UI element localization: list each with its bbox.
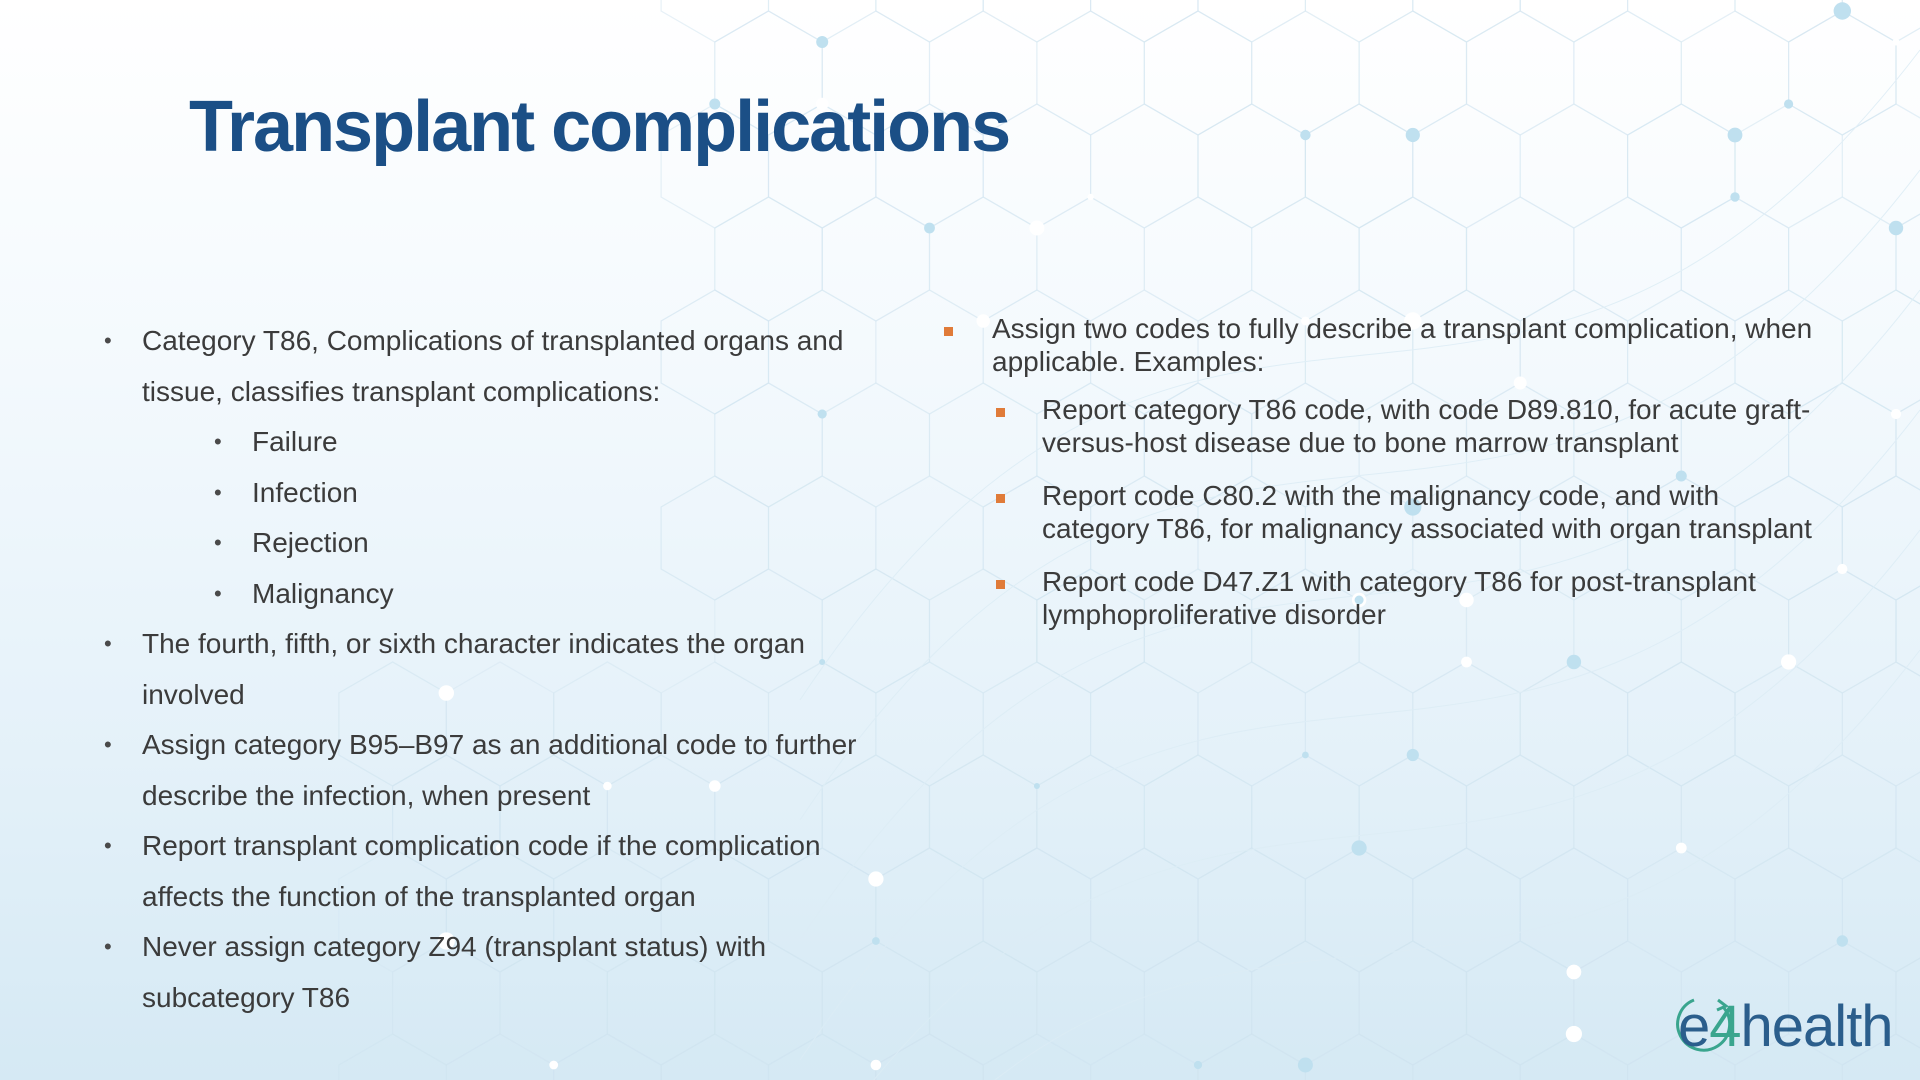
- logo-digit: 4: [1709, 994, 1741, 1059]
- bg-node: [1087, 194, 1093, 200]
- bg-hexagon: [1252, 941, 1359, 1065]
- bg-hexagon: [1413, 1034, 1520, 1080]
- bg-hexagon: [1037, 197, 1144, 321]
- bg-hexagon: [1252, 11, 1359, 135]
- bg-hexagon: [1305, 0, 1412, 42]
- bg-hexagon: [446, 1034, 553, 1080]
- bg-hexagon: [1842, 848, 1920, 972]
- square-bullet-icon: [996, 580, 1005, 589]
- bg-node: [1567, 655, 1581, 669]
- bullet-icon: •: [104, 328, 112, 353]
- bg-hexagon: [1520, 0, 1627, 42]
- bg-hexagon: [554, 1034, 661, 1080]
- bg-hexagon: [1091, 0, 1198, 42]
- bg-hexagon: [1520, 662, 1627, 786]
- list-item-text: Assign category B95–B97 as an additional code to further: [142, 729, 857, 760]
- bullet-icon: •: [214, 530, 222, 555]
- bg-hexagon: [1305, 104, 1412, 228]
- list-item-text: affects the function of the transplanted organ: [142, 880, 696, 912]
- logo-prefix: e: [1678, 994, 1710, 1059]
- bg-hexagon: [1305, 662, 1412, 786]
- square-bullet-icon: [944, 327, 953, 336]
- list-item-text: Report transplant complication code if the complication: [142, 830, 821, 861]
- bg-hexagon: [1735, 848, 1842, 972]
- bg-node: [1893, 39, 1900, 46]
- bullet-icon: •: [104, 732, 112, 757]
- right-column: [942, 312, 1872, 651]
- bg-node: [1029, 221, 1044, 236]
- bg-node: [1730, 192, 1739, 201]
- bg-hexagon: [983, 0, 1090, 42]
- bg-hexagon: [1520, 104, 1627, 228]
- list-item-text: Malignancy: [252, 577, 394, 609]
- bg-hexagon: [715, 197, 822, 321]
- bg-node: [1728, 128, 1743, 143]
- list-item-text: The fourth, fifth, or sixth character indicates the organ: [142, 628, 806, 659]
- bg-node: [816, 36, 828, 48]
- bg-hexagon: [1467, 11, 1574, 135]
- bg-hexagon: [661, 0, 768, 42]
- bg-node: [871, 1060, 882, 1071]
- bg-hexagon: [661, 1034, 768, 1080]
- list-item-text: versus-host disease due to bone marrow transplant: [1042, 427, 1679, 458]
- bg-hexagon: [1681, 11, 1788, 135]
- bg-node: [1034, 783, 1040, 789]
- list-item-rejection: [142, 518, 904, 569]
- bg-hexagon: [983, 1034, 1090, 1080]
- bg-hexagon: [1359, 755, 1466, 879]
- bullet-icon: •: [104, 631, 112, 656]
- list-item-text: Report code D47.Z1 with category T86 for post-transplant: [1042, 566, 1756, 597]
- list-item-text: applicable. Examples:: [992, 346, 1265, 377]
- bg-hexagon: [339, 1034, 446, 1080]
- logo-suffix: health: [1740, 994, 1893, 1059]
- bg-hexagon: [1252, 755, 1359, 879]
- bg-node: [1676, 843, 1687, 854]
- list-item-category-t86: [104, 316, 904, 619]
- list-item-malignancy: [142, 569, 904, 620]
- bg-hexagon: [983, 662, 1090, 786]
- bg-hexagon: [1681, 755, 1788, 879]
- list-item-failure: [142, 417, 904, 468]
- list-item-never-z94: [104, 922, 904, 1023]
- bg-hexagon: [1789, 755, 1896, 879]
- bg-hexagon: [1735, 104, 1842, 228]
- bg-hexagon: [1842, 0, 1920, 42]
- bullet-icon: •: [214, 429, 222, 454]
- list-item-infection: [142, 468, 904, 519]
- e4health-logo: [1668, 992, 1900, 1064]
- bg-node: [1461, 657, 1472, 668]
- bg-hexagon: [1144, 197, 1251, 321]
- bg-hexagon: [1628, 0, 1735, 42]
- bg-hexagon: [1091, 848, 1198, 972]
- list-item-text: describe the infection, when present: [142, 779, 591, 811]
- bg-hexagon: [822, 197, 929, 321]
- bg-hexagon: [1467, 755, 1574, 879]
- bg-hexagon: [983, 848, 1090, 972]
- bg-hexagon: [1091, 662, 1198, 786]
- bg-hexagon: [1359, 11, 1466, 135]
- logo-wordmark: [1678, 992, 1893, 1062]
- list-item-text: lymphoproliferative disorder: [1042, 599, 1386, 630]
- bg-hexagon: [1198, 0, 1305, 42]
- bg-node: [1781, 654, 1796, 669]
- list-item-report-function: [104, 821, 904, 922]
- bg-hexagon: [1789, 11, 1896, 135]
- bg-node: [1889, 221, 1903, 235]
- bg-hexagon: [930, 197, 1037, 321]
- bg-node: [1566, 1026, 1582, 1042]
- bg-hexagon: [1574, 11, 1681, 135]
- bg-hexagon: [1198, 1034, 1305, 1080]
- bg-hexagon: [1574, 755, 1681, 879]
- bg-hexagon: [1789, 197, 1896, 321]
- bg-hexagon: [1359, 197, 1466, 321]
- bg-hexagon: [1574, 941, 1681, 1065]
- bg-hexagon: [1198, 848, 1305, 972]
- right-bullet-list: [942, 312, 1872, 631]
- list-item-text: Never assign category Z94 (transplant status) with: [142, 931, 767, 962]
- bg-node: [1194, 1061, 1202, 1069]
- bg-hexagon: [1413, 848, 1520, 972]
- bullet-icon: •: [104, 833, 112, 858]
- bg-hexagon: [1413, 104, 1520, 228]
- bg-hexagon: [1037, 11, 1144, 135]
- examples-list: [992, 393, 1872, 631]
- bg-hexagon: [1467, 197, 1574, 321]
- bg-hexagon: [1144, 11, 1251, 135]
- bg-hexagon: [930, 755, 1037, 879]
- bg-hexagon: [1413, 0, 1520, 42]
- example-item-d47-z1: [942, 565, 1872, 631]
- bg-hexagon: [1091, 104, 1198, 228]
- bullet-icon: •: [214, 479, 222, 505]
- bg-hexagon: [769, 1034, 876, 1080]
- bg-node: [1891, 409, 1901, 419]
- list-item-text: category T86, for malignancy associated with organ transplant: [1042, 513, 1812, 544]
- bg-hexagon: [1628, 662, 1735, 786]
- bullet-icon: •: [214, 580, 222, 606]
- bg-node: [1298, 1058, 1313, 1073]
- bg-hexagon: [1305, 848, 1412, 972]
- list-item-text: Report code C80.2 with the malignancy code, and with: [1042, 480, 1720, 511]
- bg-hexagon: [1091, 1034, 1198, 1080]
- list-item-character-organ: [104, 619, 904, 720]
- bg-hexagon: [1144, 941, 1251, 1065]
- slide-title: Transplant complications: [189, 87, 1010, 167]
- list-item-text: tissue, classifies transplant complications:: [142, 375, 661, 407]
- bg-node: [1837, 935, 1848, 946]
- bg-node: [1300, 130, 1310, 140]
- bg-node: [1302, 752, 1309, 759]
- square-bullet-icon: [996, 494, 1005, 503]
- bg-hexagon: [1628, 848, 1735, 972]
- bg-hexagon: [1842, 662, 1920, 786]
- complication-types-list: [142, 417, 904, 619]
- bg-node: [1834, 2, 1851, 19]
- bg-hexagon: [1305, 1034, 1412, 1080]
- bg-hexagon: [876, 1034, 983, 1080]
- bg-node: [549, 1061, 558, 1070]
- example-item-d89-810: [942, 393, 1872, 459]
- bg-node: [1567, 965, 1582, 980]
- bg-hexagon: [1359, 941, 1466, 1065]
- bg-hexagon: [1252, 197, 1359, 321]
- bg-hexagon: [769, 0, 876, 42]
- list-item-b95-b97: [104, 720, 904, 821]
- list-item-text: Infection: [252, 476, 358, 508]
- square-bullet-icon: [996, 408, 1005, 417]
- bg-hexagon: [1198, 104, 1305, 228]
- list-item-assign-two-codes: [942, 312, 1872, 631]
- bg-hexagon: [1628, 104, 1735, 228]
- list-item-text: Category T86, Complications of transplanted organs and: [142, 325, 844, 356]
- list-item-text: Failure: [252, 426, 338, 457]
- bg-hexagon: [1735, 662, 1842, 786]
- left-bullet-list: [104, 316, 904, 1023]
- bg-hexagon: [1037, 755, 1144, 879]
- example-item-c80-2: [942, 479, 1872, 545]
- bg-hexagon: [1681, 197, 1788, 321]
- list-item-text: Report category T86 code, with code D89.810, for acute graft-: [1042, 394, 1811, 425]
- bg-hexagon: [1574, 197, 1681, 321]
- bg-node: [924, 223, 935, 234]
- list-item-text: Assign two codes to fully describe a transplant complication, when: [992, 313, 1813, 344]
- bg-node: [1784, 99, 1793, 108]
- bullet-icon: •: [104, 934, 112, 959]
- left-column: [104, 316, 904, 1023]
- bg-node: [1406, 128, 1420, 142]
- bg-node: [1352, 840, 1367, 855]
- bg-hexagon: [1520, 848, 1627, 972]
- bg-node: [1407, 749, 1419, 761]
- list-item-text: subcategory T86: [142, 981, 351, 1013]
- bg-hexagon: [1413, 662, 1520, 786]
- list-item-text: involved: [142, 678, 245, 710]
- bg-hexagon: [1842, 104, 1920, 228]
- list-item-text: Rejection: [252, 527, 369, 558]
- bg-hexagon: [1467, 941, 1574, 1065]
